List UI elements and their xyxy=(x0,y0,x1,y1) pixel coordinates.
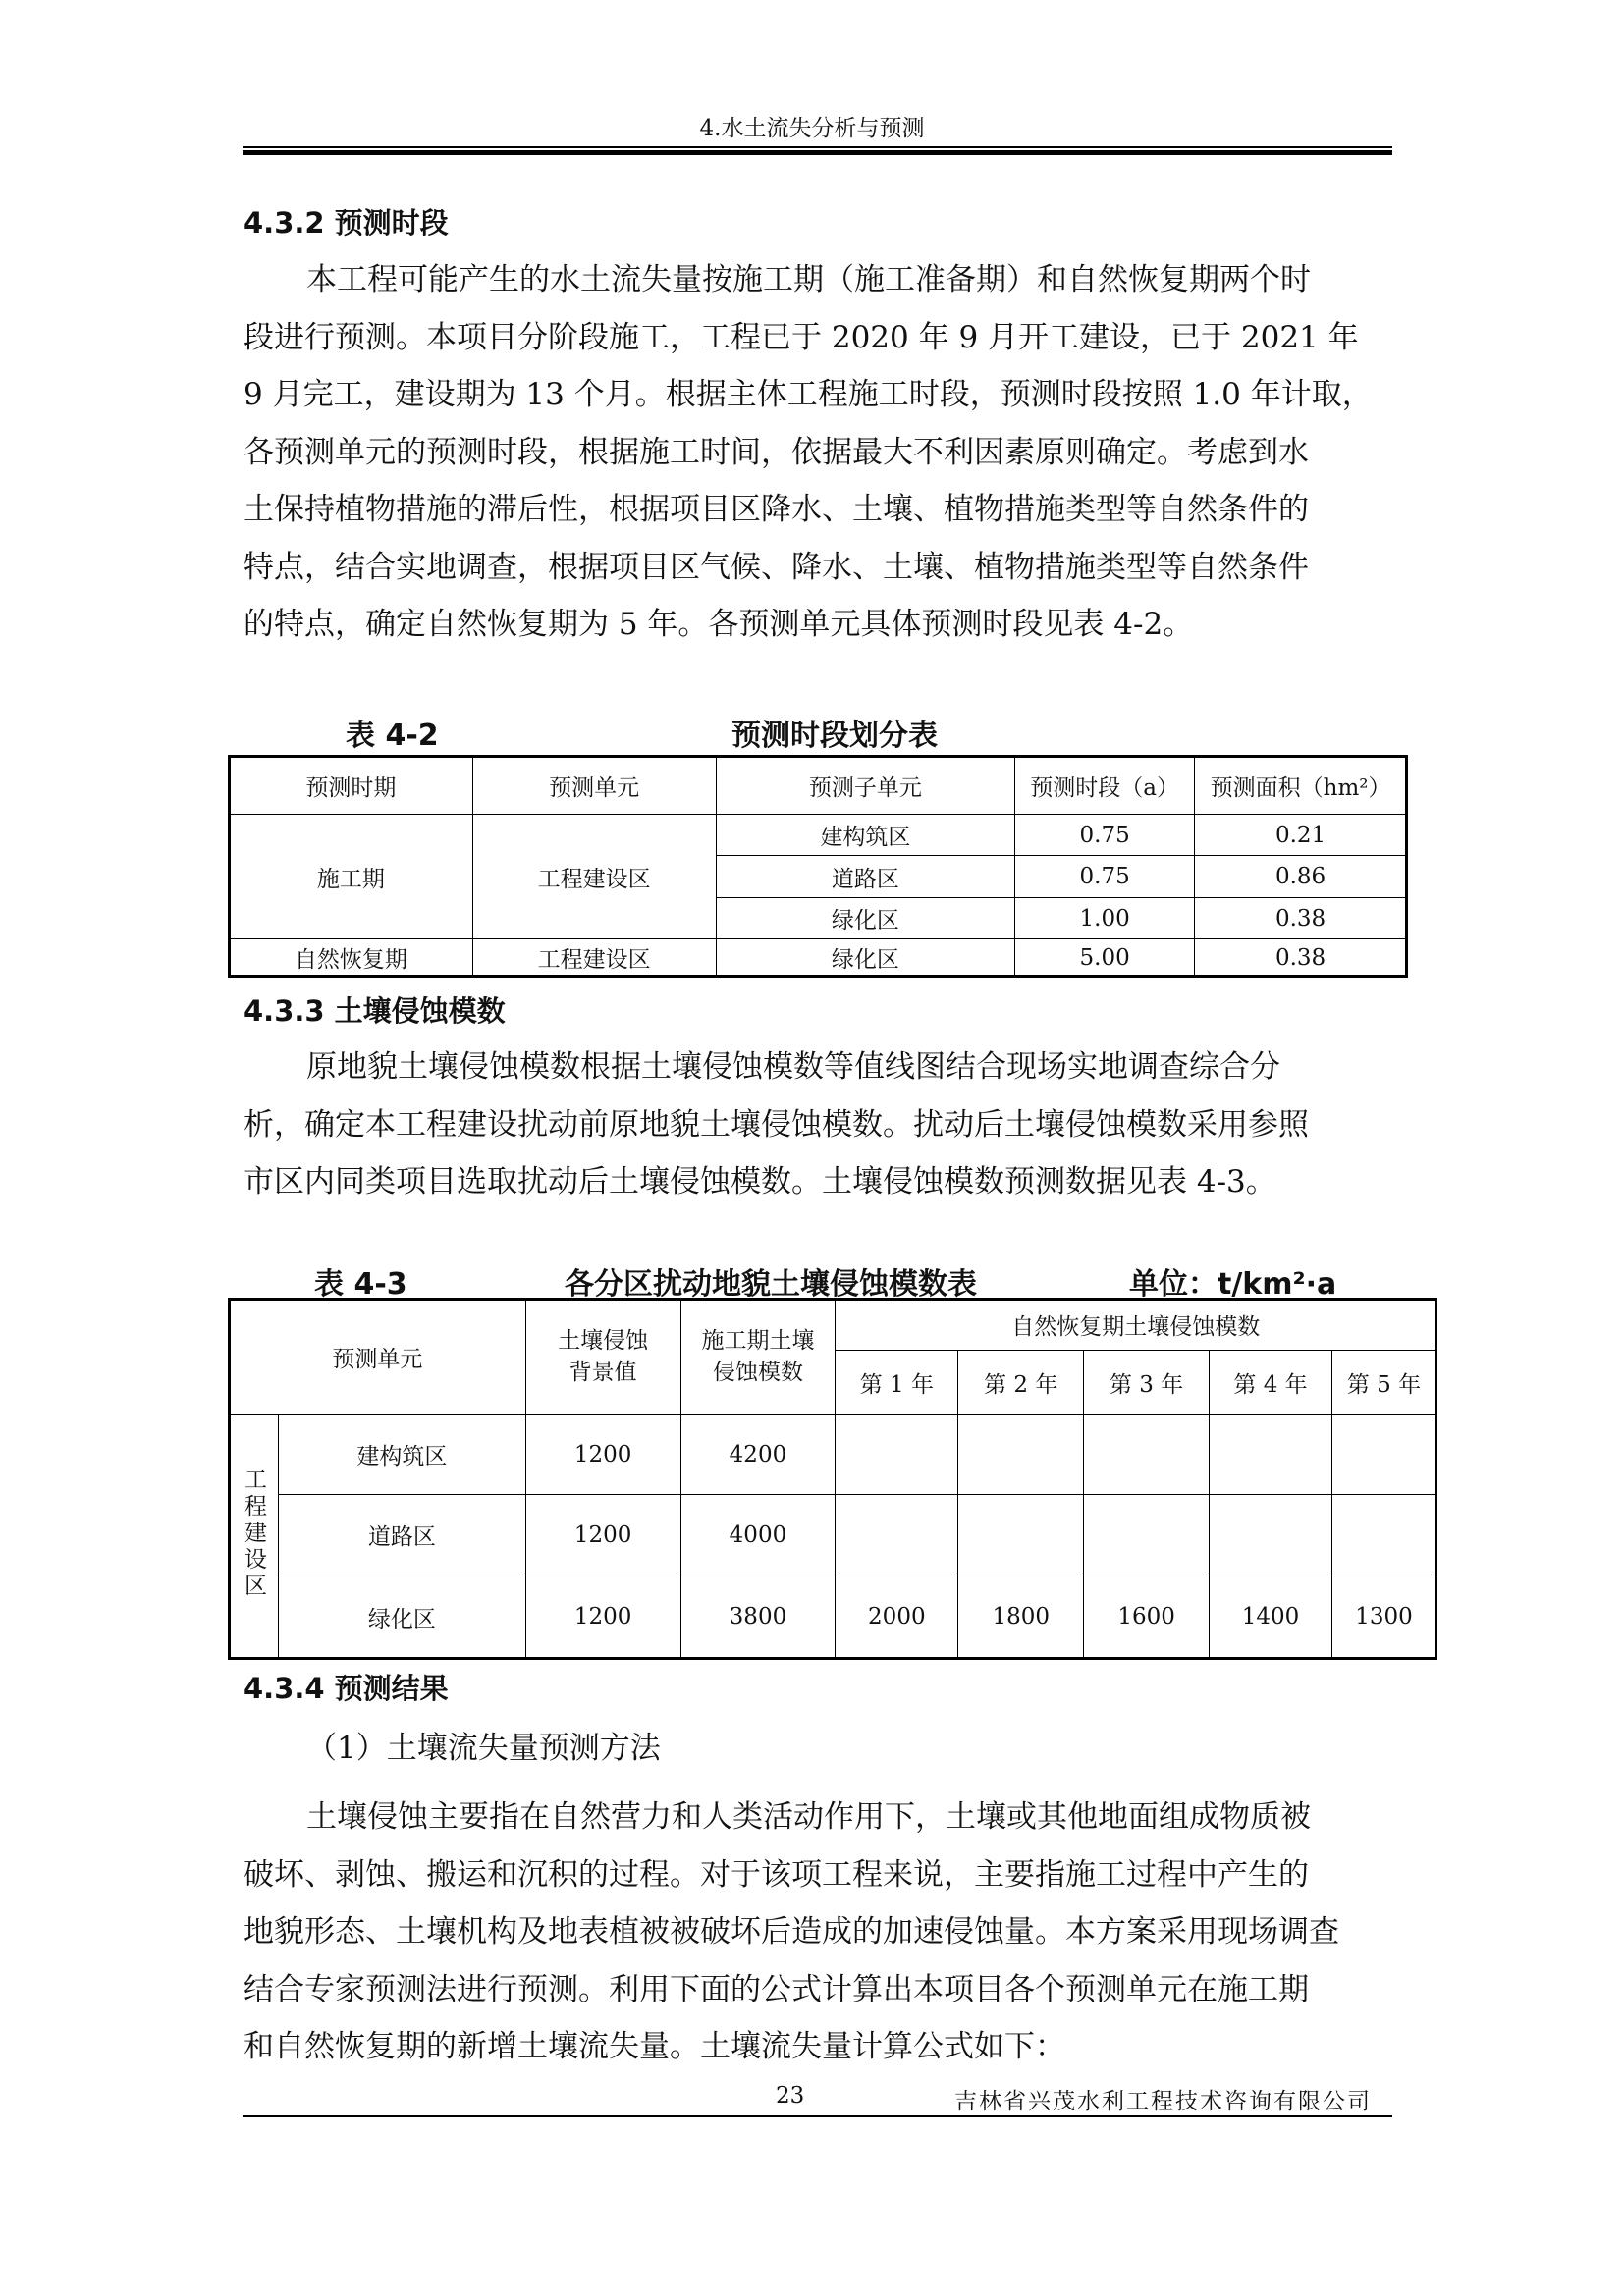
footer-rule xyxy=(243,2115,1392,2117)
unit-name-cell: 道路区 xyxy=(278,1495,525,1575)
table-4-3-unit: 单位：t/km²·a xyxy=(1129,1267,1337,1302)
paragraph-line: 和自然恢复期的新增土壤流失量。土壤流失量计算公式如下： xyxy=(244,2029,1065,2064)
table-row xyxy=(230,1575,1436,1659)
sub-heading: （1）土壤流失量预测方法 xyxy=(306,1731,661,1766)
header-background-value xyxy=(525,1300,680,1415)
table-row xyxy=(230,939,1407,977)
paragraph-line: 各预测单元的预测时段，根据施工时间，依据最大不利因素原则确定。考虑到水 xyxy=(244,434,1309,470)
header-year: 第 3 年 xyxy=(1084,1351,1210,1415)
sub-unit-cell: 绿化区 xyxy=(716,898,1015,939)
unit-cell: 工程建设区 xyxy=(472,939,716,977)
table-4-2-number: 表 4-2 xyxy=(346,719,439,753)
years-cell: 5.00 xyxy=(1015,939,1195,977)
value-cell xyxy=(958,1415,1084,1495)
header-line: 背景值 xyxy=(568,1360,637,1385)
value-cell: 4200 xyxy=(680,1415,836,1495)
paragraph-line: 特点，结合实地调查，根据项目区气候、降水、土壤、植物措施类型等自然条件 xyxy=(244,549,1309,585)
paragraph-line: 市区内同类项目选取扰动后土壤侵蚀模数。土壤侵蚀模数预测数据见表 4-3。 xyxy=(244,1164,1276,1200)
group-label-cell xyxy=(230,1415,279,1659)
header-year: 第 5 年 xyxy=(1332,1351,1436,1415)
table-header-cell: 预测时段（a） xyxy=(1015,757,1195,815)
period-cell: 施工期 xyxy=(230,815,473,939)
company-name: 吉林省兴茂水利工程技术咨询有限公司 xyxy=(954,2089,1372,2114)
value-cell xyxy=(836,1495,958,1575)
paragraph-4-3-2 xyxy=(244,251,1390,654)
sub-unit-cell: 道路区 xyxy=(716,856,1015,898)
value-cell: 1400 xyxy=(1210,1575,1332,1659)
header-line: 施工期土壤 xyxy=(701,1328,815,1354)
paragraph-line: 破坏、剥蚀、搬运和沉积的过程。对于该项工程来说，主要指施工过程中产生的 xyxy=(244,1856,1309,1893)
sub-unit-cell: 绿化区 xyxy=(716,939,1015,977)
value-cell: 1800 xyxy=(958,1575,1084,1659)
paragraph-line: 结合专家预测法进行预测。利用下面的公式计算出本项目各个预测单元在施工期 xyxy=(244,1971,1309,2007)
table-row xyxy=(230,1495,1436,1575)
table-4-3-title: 各分区扰动地貌土壤侵蚀模数表 xyxy=(565,1267,977,1302)
paragraph-line: 9 月完工，建设期为 13 个月。根据主体工程施工时段，预测时段按照 1.0 年计取， xyxy=(244,377,1373,412)
value-cell: 1200 xyxy=(525,1575,680,1659)
unit-name-cell: 建构筑区 xyxy=(278,1415,525,1495)
paragraph-line: 段进行预测。本项目分阶段施工，工程已于 2020 年 9 月开工建设，已于 2021 年 xyxy=(244,319,1359,355)
value-cell: 1600 xyxy=(1084,1575,1210,1659)
paragraph-line: 土壤侵蚀主要指在自然营力和人类活动作用下，土壤或其他地面组成物质被 xyxy=(306,1799,1311,1835)
section-heading-4-3-2: 4.3.2 预测时段 xyxy=(244,206,449,240)
table-row xyxy=(230,1415,1436,1495)
value-cell: 4000 xyxy=(680,1495,836,1575)
paragraph-line: 的特点，确定自然恢复期为 5 年。各预测单元具体预测时段见表 4-2。 xyxy=(244,607,1194,642)
header-year: 第 1 年 xyxy=(836,1351,958,1415)
paragraph-4-3-4 xyxy=(244,1789,1390,2076)
value-cell xyxy=(958,1495,1084,1575)
value-cell xyxy=(1084,1415,1210,1495)
paragraph-line: 地貌形态、土壤机构及地表植被被破坏后造成的加速侵蚀量。本方案采用现场调查 xyxy=(244,1914,1339,1949)
paragraph-4-3-3 xyxy=(244,1039,1390,1211)
value-cell xyxy=(1332,1415,1436,1495)
table-row xyxy=(230,815,1407,856)
value-cell xyxy=(1332,1495,1436,1575)
header-rule xyxy=(243,146,1392,155)
sub-heading-4-3-4 xyxy=(244,1720,1390,1778)
unit-name-cell: 绿化区 xyxy=(278,1575,525,1659)
table-header-cell: 预测单元 xyxy=(472,757,716,815)
value-cell xyxy=(1210,1495,1332,1575)
unit-cell: 工程建设区 xyxy=(472,815,716,939)
area-cell: 0.38 xyxy=(1195,939,1407,977)
group-label: 工程建设区 xyxy=(240,1467,266,1600)
sub-unit-cell: 建构筑区 xyxy=(716,815,1015,856)
years-cell: 0.75 xyxy=(1015,815,1195,856)
table-4-3-number: 表 4-3 xyxy=(314,1267,407,1302)
period-cell: 自然恢复期 xyxy=(230,939,473,977)
value-cell: 3800 xyxy=(680,1575,836,1659)
header-year: 第 2 年 xyxy=(958,1351,1084,1415)
header-construction-modulus xyxy=(680,1300,836,1415)
paragraph-line: 土保持植物措施的滞后性，根据项目区降水、土壤、植物措施类型等自然条件的 xyxy=(244,492,1309,527)
value-cell: 1200 xyxy=(525,1415,680,1495)
paragraph-line: 析，确定本工程建设扰动前原地貌土壤侵蚀模数。扰动后土壤侵蚀模数采用参照 xyxy=(244,1106,1309,1143)
section-heading-4-3-3: 4.3.3 土壤侵蚀模数 xyxy=(244,994,506,1028)
value-cell xyxy=(836,1415,958,1495)
table-4-2-title: 预测时段划分表 xyxy=(731,719,938,753)
table-header-cell: 预测面积（hm²） xyxy=(1195,757,1407,815)
area-cell: 0.21 xyxy=(1195,815,1407,856)
header-recovery-modulus: 自然恢复期土壤侵蚀模数 xyxy=(836,1300,1436,1351)
years-cell: 1.00 xyxy=(1015,898,1195,939)
table-4-2 xyxy=(229,756,1407,977)
header-year: 第 4 年 xyxy=(1210,1351,1332,1415)
table-4-3 xyxy=(229,1299,1436,1659)
value-cell xyxy=(1210,1415,1332,1495)
value-cell: 1200 xyxy=(525,1495,680,1575)
years-cell: 0.75 xyxy=(1015,856,1195,898)
paragraph-line: 原地貌土壤侵蚀模数根据土壤侵蚀模数等值线图结合现场实地调查综合分 xyxy=(306,1049,1280,1085)
value-cell xyxy=(1084,1495,1210,1575)
header-line: 土壤侵蚀 xyxy=(558,1328,649,1354)
page-number: 23 xyxy=(776,2083,805,2109)
header-predict-unit: 预测单元 xyxy=(230,1300,526,1415)
paragraph-line: 本工程可能产生的水土流失量按施工期（施工准备期）和自然恢复期两个时 xyxy=(306,262,1311,297)
table-header-cell: 预测时期 xyxy=(230,757,473,815)
running-header-title: 4.水土流失分析与预测 xyxy=(699,116,925,141)
value-cell: 1300 xyxy=(1332,1575,1436,1659)
header-line: 侵蚀模数 xyxy=(712,1360,803,1385)
table-header-cell: 预测子单元 xyxy=(716,757,1015,815)
area-cell: 0.86 xyxy=(1195,856,1407,898)
area-cell: 0.38 xyxy=(1195,898,1407,939)
value-cell: 2000 xyxy=(836,1575,958,1659)
section-heading-4-3-4: 4.3.4 预测结果 xyxy=(244,1672,449,1705)
